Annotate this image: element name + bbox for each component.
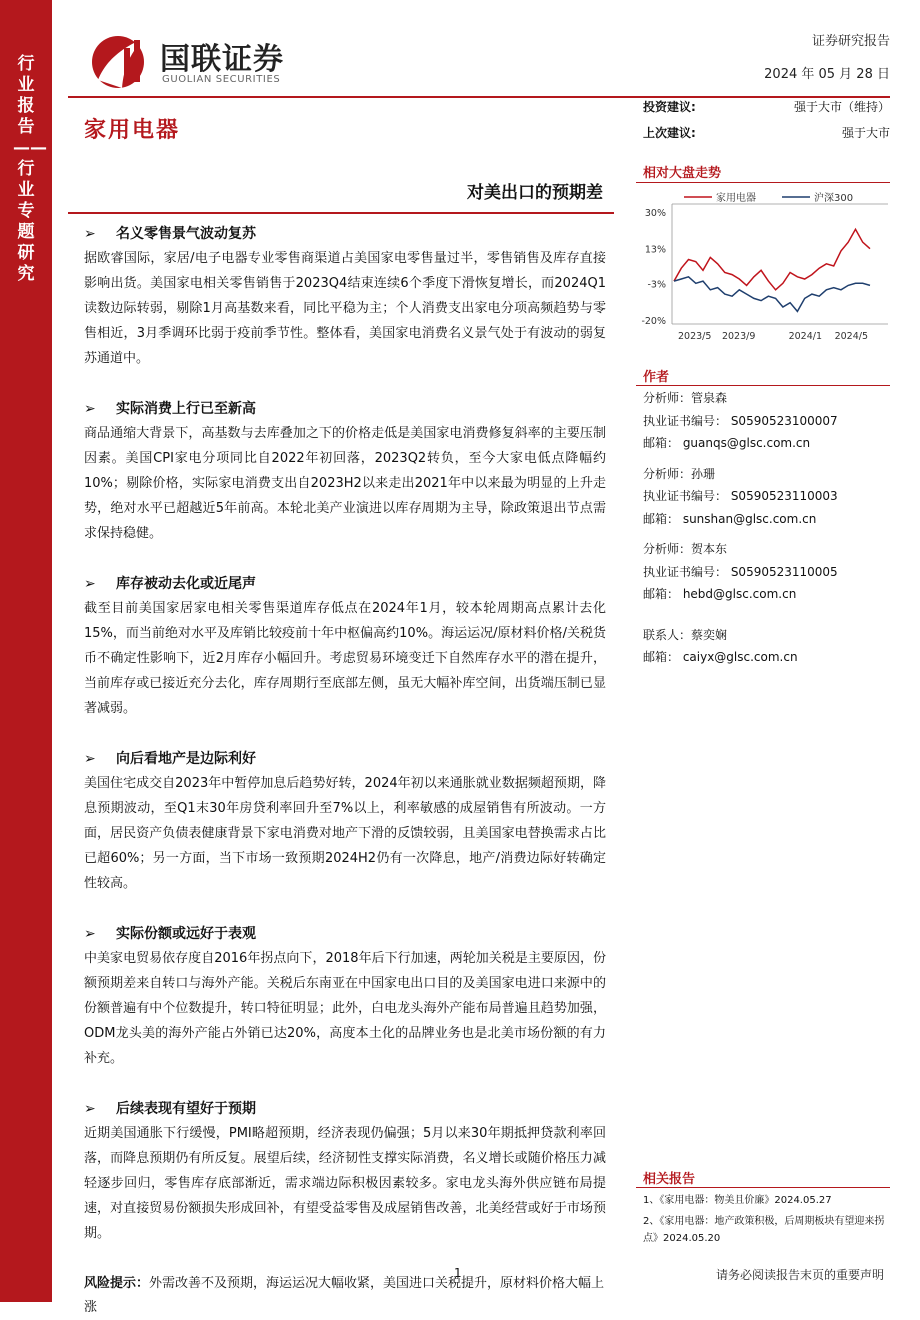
rating-row [643,120,890,146]
related-report-link[interactable]: 2、《家用电器：地产政策积极，后周期板块有望迎来拐点》2024.05.20 [643,1216,885,1244]
contact-name: 联系人：蔡奕娴 [643,627,728,642]
analyst-cert: 执业证书编号： S0590523100007 [643,413,838,428]
footer-disclaimer: 请务必阅读报告末页的重要声明 [715,1268,884,1282]
arrow-bullet-icon: ➢ [84,926,96,942]
risk-warning [84,1272,606,1320]
invest-advice-label: 投资建议: [643,100,696,114]
title-divider [68,212,614,214]
rating-box [643,94,890,146]
section [84,747,606,896]
relative-performance-chart [636,186,890,346]
section [84,1097,606,1246]
logo-english-name: GUOLIAN SECURITIES [162,74,281,85]
section [84,397,606,546]
invest-advice-value: 强于大市（维持） [793,100,890,114]
x-tick-label: 2023/5 [678,331,712,342]
related-panel-title: 相关报告 [643,1172,696,1187]
section [84,922,606,1071]
section-heading [84,922,606,946]
y-tick-label: -3% [647,279,666,291]
analyst-email[interactable]: 邮箱： guanqs@glsc.com.cn [643,436,811,450]
logo-mark-icon [88,30,152,92]
section-heading [84,747,606,771]
section-heading [84,397,606,421]
analyst-cert: 执业证书编号： S0590523110003 [643,489,838,503]
company-logo [88,30,328,92]
arrow-bullet-icon: ➢ [84,401,96,417]
analyst-name: 分析师：孙珊 [643,466,716,481]
report-type: 证券研究报告 [811,34,890,49]
y-tick-label: -20% [641,316,666,327]
section-heading-text: 库存被动去化或近尾声 [116,576,256,592]
section-body: 中美家电贸易依存度自2016年拐点向下，2018年后下行加速，两轮加关税是主要原因，份额预期差来自转口与海外产能。关税后东南亚在中国家电出口目的及美国家电进口来源中的份额普遍有中个位数提升，转口特征明显；此外，白电龙头海外产能布局普遍且趋势加强，ODM龙头美的海外产能占外销已达20%，高度本土化的品牌业务也是北美市场份额的有力补充。 [84,951,606,1066]
section-heading-text: 向后看地产是边际利好 [116,751,256,767]
section-heading-text: 名义零售景气波动复苏 [116,226,256,242]
x-tick-label: 2024/5 [834,331,868,342]
risk-text: 外需改善不及预期，海运运况大幅收紧，美国进口关税提升，原材料价格大幅上涨 [84,1276,605,1315]
y-tick-label: 30% [644,208,666,219]
section-body: 截至目前美国家居家电相关零售渠道库存低点在2024年1月，较本轮周期高点累计去化15%，而当前绝对水平及库销比较疫前十年中枢偏高约10%。海运运况/原材料价格/关税货币不确定性影响下，近2月库存小幅回升。考虑贸易环境变迁下自然库存水平的潜在提升，当前库存或已接近充分去化，库存周期行至底部左侧，虽无大幅补库空间，出货端压制已显著减弱。 [84,601,606,716]
analyst-email[interactable]: 邮箱： sunshan@glsc.com.cn [643,511,817,526]
section-body: 美国住宅成交自2023年中暂停加息后趋势好转，2024年初以来通胀就业数据频超预期，降息预期波动，至Q1末30年房贷利率回升至7%以上，利率敏感的成屋销售有所波动。一方面，居民资产负债表健康背景下家电消费对地产下滑的反馈较弱，且美国家电替换需求占比已超60%；另一方面，当下市场一致预期2024H2仍有一次降息，地产/消费边际好转确定性较高。 [84,776,606,891]
last-advice-value: 强于大市 [841,126,890,140]
sidebar [0,0,52,1302]
x-tick-label: 2024/1 [788,331,823,342]
risk-label: 风险提示： [84,1276,150,1291]
analyst-email[interactable]: 邮箱： hebd@glsc.com.cn [643,587,797,601]
section-body: 据欧睿国际，家居/电子电器专业零售商渠道占美国家电零售量过半，零售销售及库存直接影响出货。美国家电相关零售销售于2023Q4结束连续6个季度下滑恢复增长，而2024Q1读数边际转弱，剔除1月高基数来看，同比平稳为主；个人消费支出家电分项高频趋势与零售相近，3月季调环比弱于疫前季节性。整体看，美国家电消费名义景气处于有波动的弱复苏通道中。 [84,251,606,366]
author-panel-divider [636,385,890,386]
related-report-link[interactable]: 1、《家用电器：物美且价廉》2024.05.27 [643,1195,832,1206]
arrow-bullet-icon: ➢ [84,1101,96,1117]
author-panel-title: 作者 [643,370,670,385]
section-heading-text: 后续表现有望好于预期 [116,1101,256,1117]
analyst-name: 分析师：贺本东 [643,542,728,556]
arrow-bullet-icon: ➢ [84,226,96,242]
industry-title: 家用电器 [84,118,181,143]
y-tick-label: 13% [644,244,666,256]
section-heading-text: 实际消费上行已至新高 [116,401,256,417]
section-heading [84,572,606,596]
section [84,572,606,721]
arrow-bullet-icon: ➢ [84,751,96,767]
page-number: 1 [454,1266,462,1280]
logo-chinese-name: 国联证券 [160,42,284,77]
legend-label-csi300: 沪深300 [814,193,854,204]
analyst-name: 分析师：管泉森 [643,391,728,405]
section-heading-text: 实际份额或远好于表观 [116,926,256,942]
author-list [643,387,890,669]
series-line-csi300 [674,277,870,312]
section-body: 商品通缩大背景下，高基数与去库叠加之下的价格走低是美国家电消费修复斜率的主要压制因素。美国CPI家电分项同比自2022年初回落，2023Q2转负，至今大家电低点降幅约10%；剔除价格，实际家电消费支出自2023H2以来走出2021年中以来最为明显的上升走势，绝对水平已超越近5年前高。本轮北美产业演进以库存周期为主导，除政策退出节点需求保持稳健。 [84,426,606,541]
section [84,222,606,371]
last-advice-label: 上次建议: [643,126,696,140]
section-body: 近期美国通胀下行缓慢，PMI略超预期，经济表现仍偏强；5月以来30年期抵押贷款利率回落，而降息预期仍有所反复。展望后续，经济韧性支撑实际消费，名义增长或随价格压力减轻逐步回归，零售库存底部渐近，需求端边际积极因素较多。家电龙头海外供应链布局提速，对直接贸易份额损失形成回补，有望受益零售及成屋销售改善，北美经营或好于市场预期。 [84,1126,606,1241]
rating-row [643,94,890,120]
report-body [84,222,606,1320]
x-tick-label: 2023/9 [721,331,756,342]
related-panel-divider [636,1187,890,1188]
section-heading [84,222,606,246]
chart-panel-divider [636,182,890,183]
analyst-cert: 执业证书编号： S0590523110005 [643,564,838,579]
report-title: 对美出口的预期差 [467,183,603,203]
report-date: 2024 年 05 月 28 日 [764,67,890,82]
chart-panel-title: 相对大盘走势 [643,166,722,181]
arrow-bullet-icon: ➢ [84,576,96,592]
contact-email[interactable]: 邮箱： caiyx@glsc.com.cn [643,650,798,664]
section-heading [84,1097,606,1121]
related-reports [643,1192,893,1251]
sidebar-label: 行业报告——行业专题研究 [13,54,47,284]
legend-label-home-appliance: 家用电器 [716,193,756,204]
